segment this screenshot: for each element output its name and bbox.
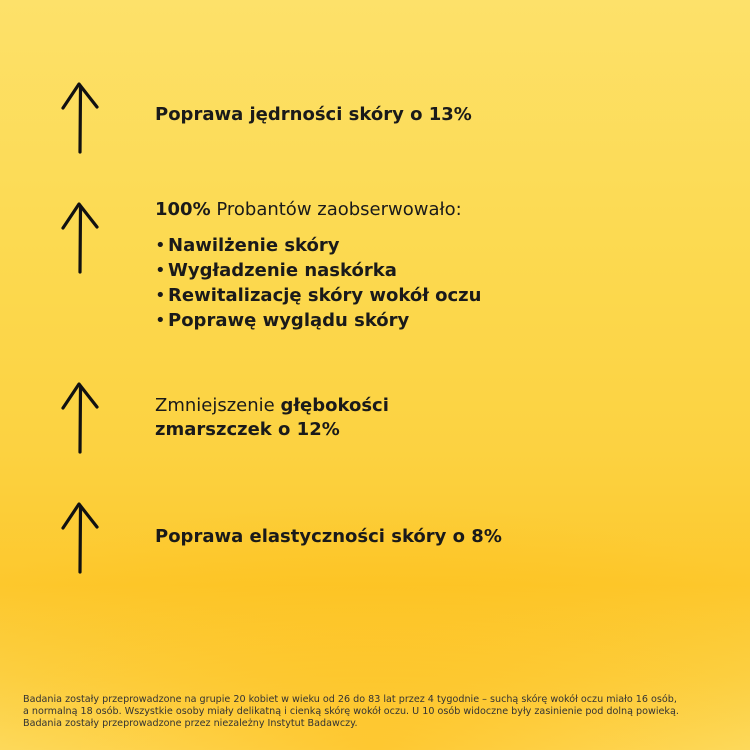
wrinkle-claim-line1 [155, 394, 389, 418]
wrinkle-claim-line2: zmarszczek o 12% [155, 419, 340, 440]
list-item: • Poprawę wyglądu skóry [155, 308, 481, 333]
wrinkle-claim [155, 394, 389, 442]
probants-lead [155, 198, 481, 222]
list-item: • Nawilżenie skóry [155, 233, 481, 258]
arrow-up-icon [60, 200, 100, 274]
list-item: • Rewitalizację skóry wokół oczu [155, 283, 481, 308]
footnote-line: a normalną 18 osób. Wszystkie osoby miały delikatną i cienką skórę wokół oczu. U 10 osób widoczne były zasinienie pod dolną powieką. [23, 706, 679, 717]
elasticity-claim-text: Poprawa elastyczności skóry o 8% [155, 526, 502, 547]
firmness-claim [155, 103, 472, 127]
probants-percent: 100% [155, 199, 211, 220]
benefits-list [155, 233, 481, 333]
arrow-up-icon [60, 80, 100, 154]
firmness-claim-text: Poprawa jędrności skóry o 13% [155, 104, 472, 125]
study-footnote [23, 694, 743, 730]
wrinkle-claim-bold: głębokości [280, 395, 389, 416]
probants-claim [155, 198, 481, 333]
wrinkle-claim-light: Zmniejszenie [155, 395, 281, 416]
footnote-line: Badania zostały przeprowadzone przez niezależny Instytut Badawczy. [23, 718, 358, 729]
list-item: • Wygładzenie naskórka [155, 258, 481, 283]
elasticity-claim [155, 525, 502, 549]
arrow-up-icon [60, 380, 100, 454]
probants-lead-text: Probantów zaobserwowało: [210, 199, 462, 220]
arrow-up-icon [60, 500, 100, 574]
footnote-line: Badania zostały przeprowadzone na grupie 20 kobiet w wieku od 26 do 83 lat przez 4 tygodnie – suchą skórę wokół oczu miało 16 osób, [23, 694, 677, 705]
